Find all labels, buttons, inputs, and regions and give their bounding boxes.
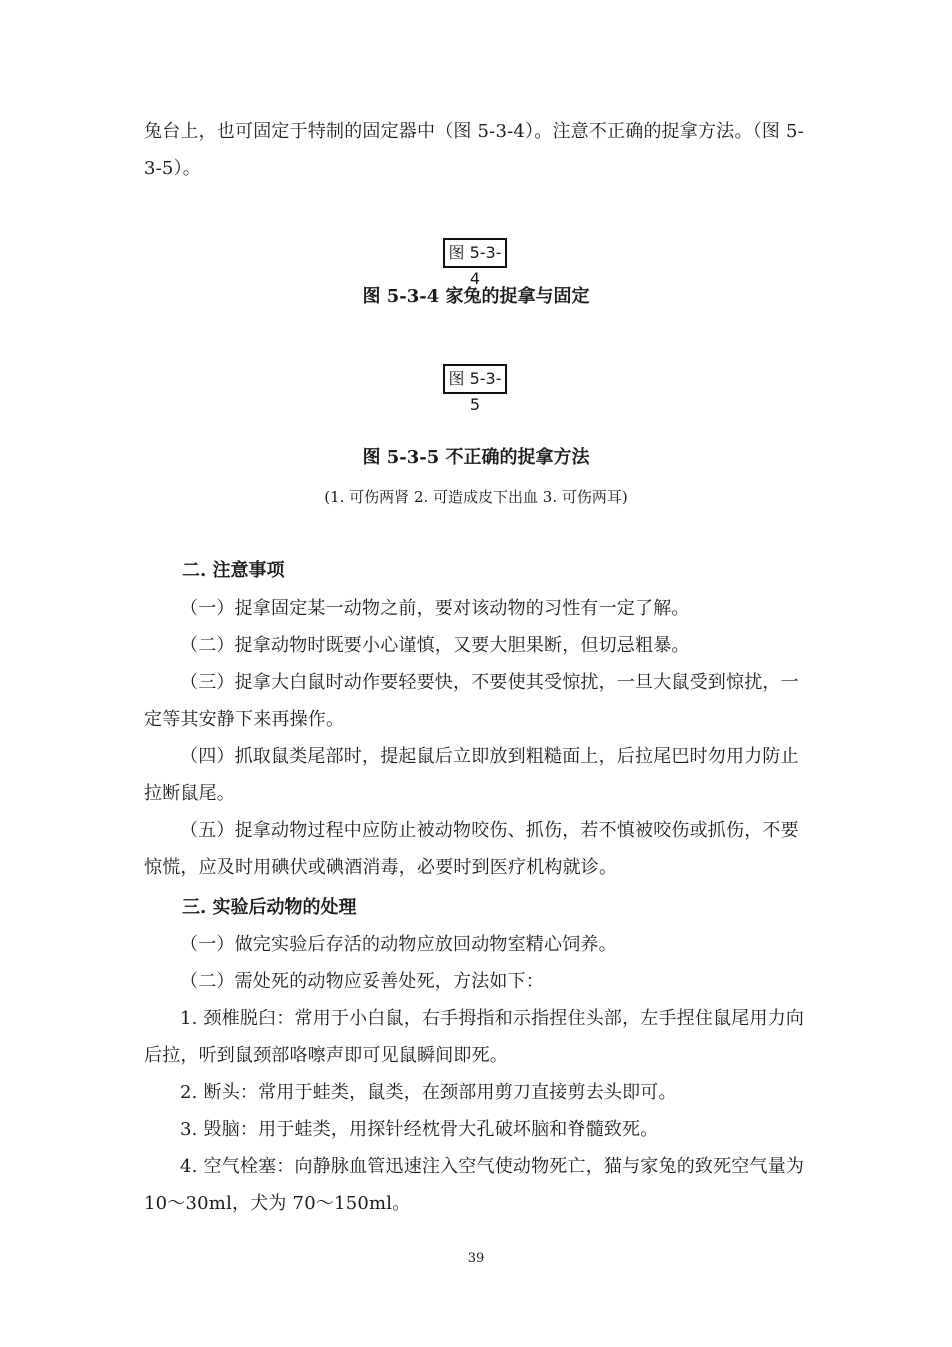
post-experiment-item: 4. 空气栓塞：向静脉血管迅速注入空气使动物死亡，猫与家兔的致死空气量为 10～30ml，犬为 70～150ml。 (144, 1156, 805, 1214)
figure-note-5-3-5: (1. 可伤两肾 2. 可造成皮下出血 3. 可伤两耳) (324, 488, 628, 506)
figure-placeholder-5-3-5: 图 5-3-5 (443, 364, 507, 394)
intro-paragraph: 兔台上，也可固定于特制的固定器中（图 5-3-4）。注意不正确的捉拿方法。（图 5-3-5）。 (144, 121, 804, 179)
precaution-item: （二）捉拿动物时既要小心谨慎，又要大胆果断，但切忌粗暴。 (180, 635, 690, 656)
figure-caption-5-3-4: 图 5-3-4 家兔的捉拿与固定 (362, 286, 590, 307)
precaution-item: （三）捉拿大白鼠时动作要轻要快，不要使其受惊扰，一旦大鼠受到惊扰，一定等其安静下来再操作。 (144, 672, 799, 730)
precaution-item: （五）捉拿动物过程中应防止被动物咬伤、抓伤，若不慎被咬伤或抓伤，不要惊慌，应及时用碘伏或碘酒消毒，必要时到医疗机构就诊。 (144, 820, 799, 878)
precaution-item: （一）捉拿固定某一动物之前，要对该动物的习性有一定了解。 (180, 598, 690, 619)
section-heading-precautions: 二. 注意事项 (182, 560, 285, 581)
post-experiment-item: 3. 毁脑：用于蛙类，用探针经枕骨大孔破坏脑和脊髓致死。 (180, 1119, 659, 1140)
figure-placeholder-5-3-4: 图 5-3-4 (443, 238, 507, 268)
figure-caption-5-3-5: 图 5-3-5 不正确的捉拿方法 (362, 447, 590, 468)
precaution-item: （四）抓取鼠类尾部时，提起鼠后立即放到粗糙面上，后拉尾巴时勿用力防止拉断鼠尾。 (144, 746, 799, 804)
post-experiment-item: （一）做完实验后存活的动物应放回动物室精心饲养。 (180, 934, 617, 955)
post-experiment-item: 2. 断头：常用于蛙类，鼠类，在颈部用剪刀直接剪去头即可。 (180, 1082, 677, 1103)
post-experiment-item: 1. 颈椎脱臼：常用于小白鼠，右手拇指和示指捏住头部，左手捏住鼠尾用力向后拉，听到鼠颈部咯嚓声即可见鼠瞬间即死。 (144, 1008, 805, 1066)
section-heading-post-experiment: 三. 实验后动物的处理 (182, 897, 357, 918)
post-experiment-item: （二）需处死的动物应妥善处死，方法如下： (180, 971, 544, 992)
page-number: 39 (467, 1251, 485, 1266)
